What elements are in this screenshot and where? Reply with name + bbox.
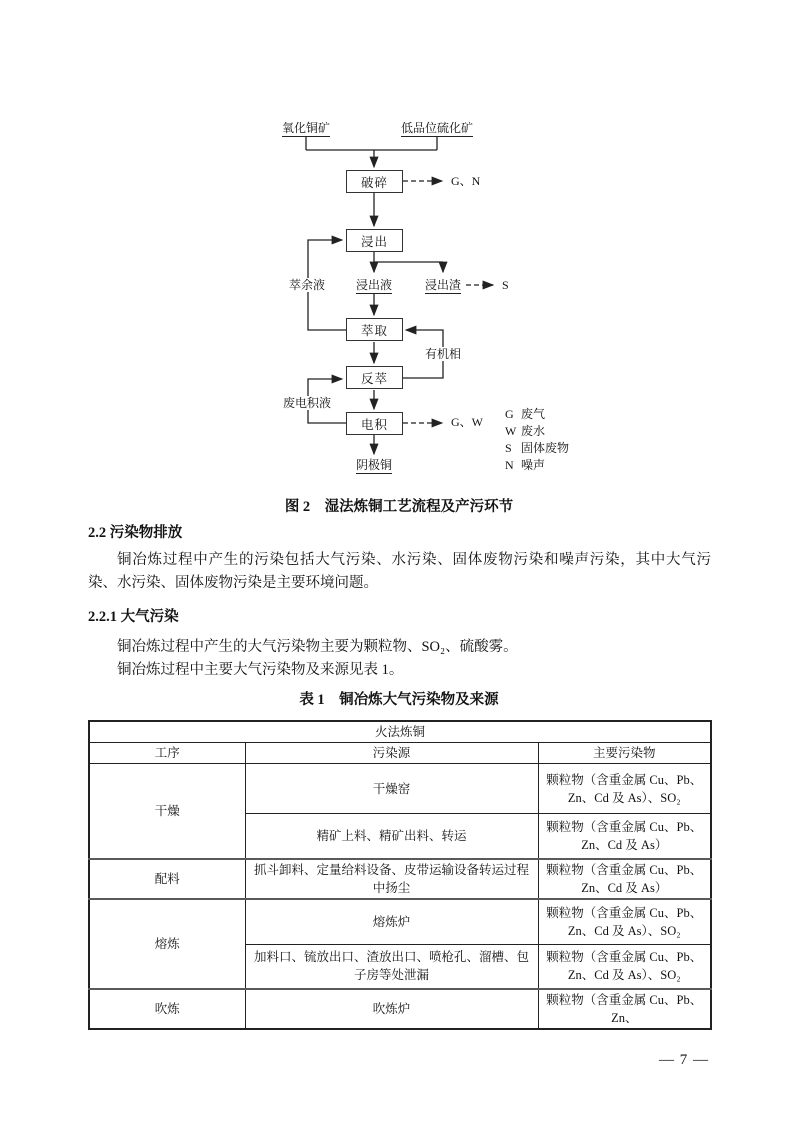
legend-label: 废气 [521, 407, 546, 421]
paragraph-table-reference: 铜冶炼过程中主要大气污染物及来源见表 1。 [117, 662, 404, 678]
flow-output-gn: G、N [451, 174, 481, 188]
pollutants-cell: 颗粒物（含重金属 Cu、Pb、Zn、 [538, 989, 711, 1029]
flow-label-text: 浸出液 [355, 278, 393, 292]
flowchart-legend [505, 407, 569, 475]
table-row [89, 764, 711, 814]
flow-label-text: 浸出渣 [424, 278, 462, 292]
flow-output-gw: G、W [451, 415, 483, 429]
legend-item [505, 407, 569, 424]
flow-label-oxide-ore [282, 121, 330, 135]
page-number: — 7 — [659, 1052, 709, 1068]
flow-label-text: 低品位硫化矿 [400, 121, 474, 135]
process-cell: 配料 [89, 859, 245, 899]
legend-code: N [505, 458, 514, 472]
column-header-source: 污染源 [245, 743, 538, 764]
flow-label-cathode-copper [356, 458, 392, 472]
pollutants-cell: 颗粒物（含重金属 Cu、Pb、Zn、Cd 及 As） [538, 814, 711, 859]
legend-code: W [505, 424, 517, 438]
process-cell: 干燥 [89, 764, 245, 859]
pollutants-cell: 颗粒物（含重金属 Cu、Pb、Zn、Cd 及 As） [538, 859, 711, 899]
figure-caption: 图 2 湿法炼铜工艺流程及产污环节 [284, 499, 514, 515]
process-cell: 熔炼 [89, 899, 245, 989]
table-group-header: 火法炼铜 [89, 721, 711, 743]
flow-box-leaching: 浸出 [346, 229, 403, 252]
flow-label-organic-phase: 有机相 [424, 347, 462, 361]
column-header-process: 工序 [89, 743, 245, 764]
section-heading-2-2: 2.2 污染物排放 [88, 525, 183, 541]
legend-code: G [505, 407, 514, 421]
flow-box-stripping: 反萃 [346, 366, 403, 389]
flow-box-extraction: 萃取 [346, 318, 403, 341]
flow-box-electrowinning: 电积 [346, 412, 403, 435]
legend-label: 废水 [521, 424, 546, 438]
flow-label-text: 氧化铜矿 [281, 121, 331, 135]
flow-label-leach-liquor [354, 278, 394, 292]
legend-item [505, 424, 569, 441]
legend-label: 噪声 [521, 458, 546, 472]
legend-code: S [505, 441, 512, 455]
legend-item [505, 458, 569, 475]
table-air-pollutants [88, 720, 712, 1030]
flowchart-wet-copper-smelting [250, 113, 590, 488]
paragraph-pollutant-overview: 铜冶炼过程中产生的污染包括大气污染、水污染、固体废物污染和噪声污染，其中大气污染、水污染、固体废物污染是主要环境问题。 [88, 552, 711, 591]
paragraph-air-pollutants: 铜冶炼过程中产生的大气污染物主要为颗粒物、SO₂、硫酸雾。 [117, 639, 518, 655]
source-cell: 吹炼炉 [245, 989, 538, 1029]
pollutants-cell: 颗粒物（含重金属 Cu、Pb、Zn、Cd 及 As）、SO₂ [538, 899, 711, 945]
source-cell: 抓斗卸料、定量给料设备、皮带运输设备转运过程中扬尘 [245, 859, 538, 899]
table-caption: 表 1 铜冶炼大气污染物及来源 [299, 692, 499, 708]
flow-label-raffinate: 萃余液 [288, 278, 326, 292]
table-row [89, 899, 711, 945]
flow-label-leach-residue [423, 278, 463, 292]
source-cell: 精矿上料、精矿出料、转运 [245, 814, 538, 859]
table-row [89, 989, 711, 1029]
process-cell: 吹炼 [89, 989, 245, 1029]
pollutants-cell: 颗粒物（含重金属 Cu、Pb、Zn、Cd 及 As）、SO₂ [538, 764, 711, 814]
source-cell: 加料口、锍放出口、渣放出口、喷枪孔、溜槽、包子房等处泄漏 [245, 945, 538, 989]
pollutants-cell: 颗粒物（含重金属 Cu、Pb、Zn、Cd 及 As）、SO₂ [538, 945, 711, 989]
flow-box-crushing: 破碎 [346, 170, 403, 193]
flow-label-text: 阴极铜 [355, 458, 393, 472]
legend-item [505, 441, 569, 458]
table-1-wrapper [88, 720, 712, 1030]
column-header-pollutants: 主要污染物 [538, 743, 711, 764]
source-cell: 干燥窑 [245, 764, 538, 814]
flow-output-s: S [502, 278, 509, 292]
flow-label-spent-electrolyte: 废电积液 [282, 396, 332, 410]
section-heading-2-2-1: 2.2.1 大气污染 [88, 609, 179, 625]
legend-label: 固体废物 [521, 441, 570, 455]
table-row [89, 859, 711, 899]
source-cell: 熔炼炉 [245, 899, 538, 945]
flow-label-sulfide-ore [401, 121, 473, 135]
